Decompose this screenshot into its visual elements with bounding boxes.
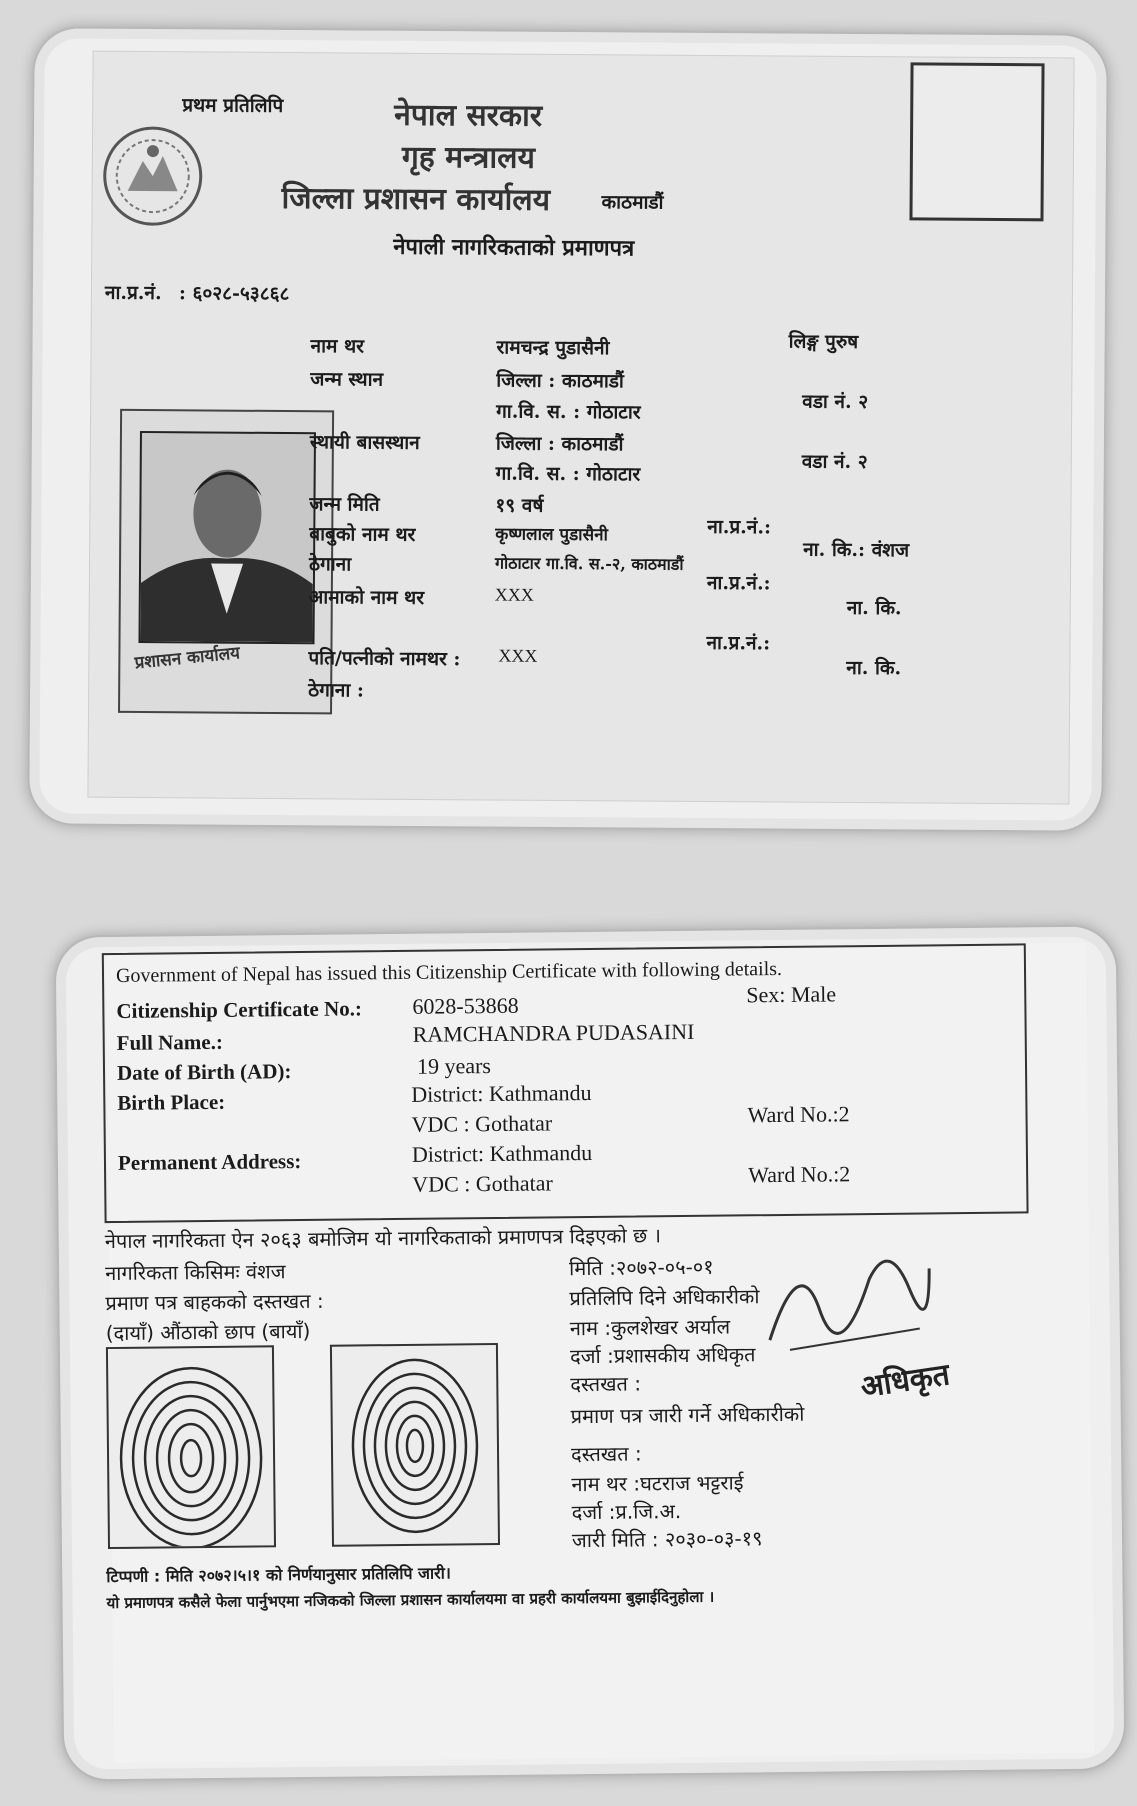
spouse-label: पति/पत्नीको नामथर : [308, 647, 461, 671]
cert-no-label: ना.प्र.नं. [104, 281, 162, 305]
name-value-en: RAMCHANDRA PUDASAINI [412, 1018, 695, 1047]
mother-citizenship-type: ना. कि. [846, 596, 902, 620]
perm-ward-en: Ward No.:2 [748, 1161, 851, 1188]
citizenship-back-card [54, 924, 1127, 1781]
copy-officer-name: नाम :कुलशेखर अर्याल [569, 1314, 731, 1341]
copy-officer-label: प्रतिलिपि दिने अधिकारीको [569, 1284, 760, 1311]
perm-vdc-en: VDC : Gothatar [412, 1170, 553, 1197]
birth-district-en: District: Kathmandu [411, 1079, 592, 1107]
dob-label: जन्म मिति [309, 493, 380, 516]
spouse-cno-label: ना.प्र.नं.: [706, 631, 771, 655]
holder-signature-label: प्रमाण पत्र बाहकको दस्तखत : [105, 1288, 324, 1316]
left-thumbprint [330, 1343, 500, 1547]
intro-line: Government of Nepal has issued this Citizenship Certificate with following details. [115, 957, 783, 987]
name-value: रामचन्द्र पुडासैनी [496, 336, 610, 360]
birthplace-label: जन्म स्थान [310, 368, 384, 391]
copy-label: प्रथम प्रतिलिपि [182, 94, 284, 118]
birthplace-label-en: Birth Place: [117, 1089, 226, 1115]
gov-district: काठमाडौं [601, 191, 664, 214]
perm-district-en: District: Kathmandu [411, 1139, 593, 1167]
perm-district: जिल्ला : काठमाडौं [495, 432, 624, 456]
father-value: कृष्णलाल पुडासैनी [495, 524, 609, 546]
photo-stamp: प्रशासन कार्यालय [133, 643, 241, 674]
perm-vdc: गा.वि. स. : गोठाटार [495, 462, 641, 486]
photo-frame [118, 409, 334, 714]
spouse-citizenship-type: ना. कि. [846, 656, 902, 680]
father-address: गोठाटार गा.वि. स.-२, काठमाडौं [494, 553, 684, 574]
dob-value: १९ वर्ष [495, 494, 544, 517]
birth-ward-en: Ward No.:2 [747, 1101, 850, 1128]
revenue-stamp-box [909, 62, 1044, 221]
perm-address-label: स्थायी बासस्थान [309, 431, 420, 454]
birth-ward: वडा नं. २ [802, 390, 869, 414]
name-label: नाम थर [310, 335, 365, 358]
found-instruction-line: यो प्रमाणपत्र कसैले फेला पार्नुभएमा नजिकको जिल्ला प्रशासन कार्यालयमा वा प्रहरी कार्यालयमा बुझाईदिनुहोला । [106, 1587, 715, 1613]
father-label: बाबुको नाम थर [309, 523, 416, 546]
gov-line-2: गृह मन्त्रालय [401, 139, 536, 176]
mother-value: XXX [494, 584, 534, 605]
note-line: टिप्पणी : मिति २०७२।५।१ को निर्णयानुसार प्रतिलिपि जारी। [106, 1563, 451, 1587]
gender-value: लिङ्ग पुरुष [788, 330, 859, 354]
act-line: नेपाल नागरिकता ऐन २०६३ बमोजिम यो नागरिकताको प्रमाणपत्र दिइएको छ । [104, 1223, 662, 1254]
birth-district: जिल्ला : काठमाडौं [496, 369, 624, 393]
cert-no-value-en: 6028-53868 [412, 992, 519, 1019]
citizenship-front-card [27, 26, 1109, 832]
issue-date: जारी मिति : २०३०-०३-१९ [571, 1526, 763, 1553]
issuing-officer-label: प्रमाण पत्र जारी गर्ने अधिकारीको [570, 1401, 805, 1429]
issuer-rank: दर्जा :प्र.जि.अ. [571, 1499, 682, 1525]
copy-officer-rank: दर्जा :प्रशासकीय अधिकृत [569, 1342, 756, 1369]
thumbprint-label: (दायाँ) औंठाको छाप (बायाँ) [105, 1318, 311, 1346]
sex-value: Sex: Male [746, 981, 837, 1008]
cert-no-label-en: Citizenship Certificate No.: [116, 996, 363, 1023]
copy-date: मिति :२०७२-०५-०१ [568, 1254, 714, 1281]
spouse-address-label: ठेगाना : [308, 679, 365, 702]
birth-vdc: गा.वि. स. : गोठाटार [496, 400, 641, 424]
name-label-en: Full Name.: [116, 1029, 224, 1055]
mother-label: आमाको नाम थर [308, 586, 425, 609]
spouse-value: XXX [498, 645, 538, 666]
issuing-officer-signature-label: दस्तखत : [570, 1441, 642, 1467]
citizenship-type-line: नागरिकता किसिमः वंशज [105, 1259, 286, 1286]
dob-label-en: Date of Birth (AD): [116, 1059, 292, 1085]
gov-line-3: जिल्ला प्रशासन कार्यालय [281, 180, 551, 218]
father-citizenship-type: ना. कि.: वंशज [803, 538, 910, 562]
right-thumbprint [106, 1345, 276, 1549]
dob-value-en: 19 years [416, 1053, 492, 1079]
doc-title: नेपाली नागरिकताको प्रमाणपत्र [393, 233, 635, 262]
nepal-emblem-icon [97, 121, 208, 232]
birth-vdc-en: VDC : Gothatar [411, 1110, 553, 1137]
perm-address-label-en: Permanent Address: [117, 1149, 302, 1175]
perm-ward: वडा नं. २ [801, 450, 868, 474]
issuer-name: नाम थर :घटराज भट्टराई [571, 1470, 744, 1497]
officer-signature-icon [759, 1228, 940, 1370]
office-stamp: अधिकृत [858, 1357, 952, 1406]
address-label: ठेगाना [308, 553, 352, 576]
holder-photo [138, 431, 315, 644]
copy-officer-signature-label: दस्तखत : [570, 1371, 642, 1397]
gov-line-1: नेपाल सरकार [394, 97, 543, 134]
cert-no-value: : ६०२८-५३८६८ [178, 282, 290, 306]
mother-cno-label: ना.प्र.नं.: [706, 571, 771, 595]
father-cno-label: ना.प्र.नं.: [707, 515, 772, 539]
